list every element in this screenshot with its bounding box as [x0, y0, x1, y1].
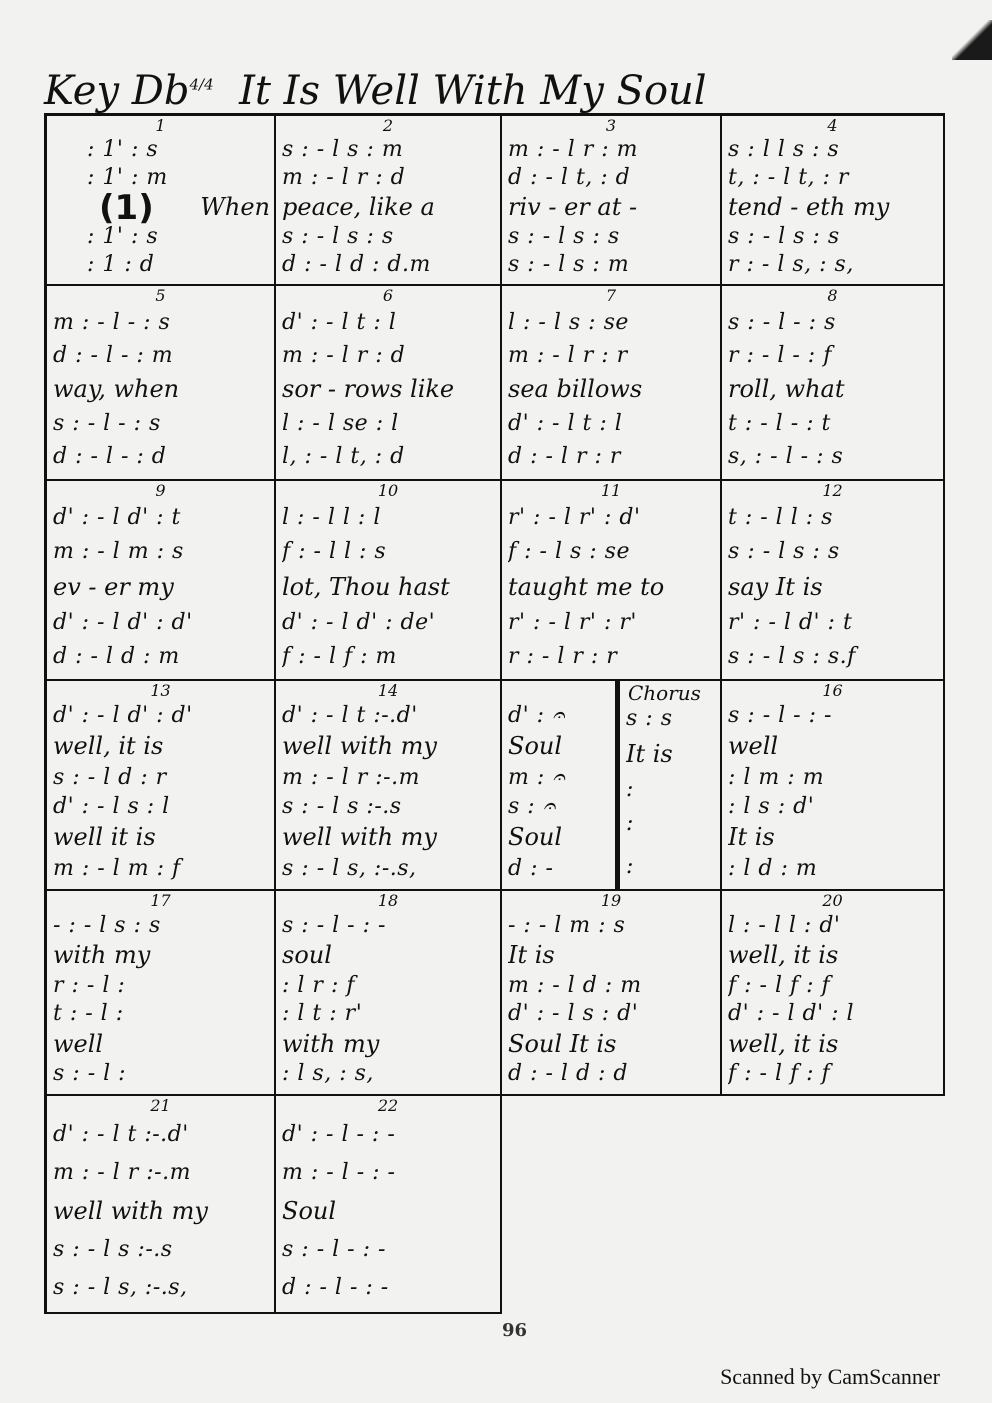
measure-lines	[53, 306, 270, 473]
page-title	[44, 68, 707, 114]
solfa-line: d : - l - : -	[282, 1274, 389, 1300]
measure-number: 22	[377, 1096, 399, 1115]
measure-number: 10	[377, 481, 399, 500]
measure-number: 1	[155, 116, 166, 135]
lyric-line: well, it is	[728, 1029, 839, 1058]
solfa-line: r : - l :	[53, 972, 126, 998]
measure-number: 12	[822, 481, 843, 500]
measure-cell	[47, 681, 276, 891]
lyric-line: tend - eth my	[728, 192, 890, 221]
measure-cell	[502, 681, 617, 891]
solfa-line: t : - l - : t	[728, 411, 831, 437]
solfa-line: :	[626, 853, 634, 879]
measure-cell	[47, 481, 276, 681]
song-title: It Is Well With My Soul	[239, 68, 707, 114]
solfa-line: s : - l s, :-.s,	[282, 855, 417, 881]
lyric-line: Soul	[282, 1196, 337, 1225]
solfa-line: m : - l - : -	[282, 1159, 396, 1185]
solfa-line: : 1' : s	[87, 137, 159, 163]
lyric-line: well	[728, 732, 779, 761]
lyric-line: lot, Thou hast	[282, 572, 450, 601]
solfa-line: m : - l r :-.m	[53, 1159, 191, 1185]
solfa-line: f : - l f : f	[728, 1061, 831, 1087]
solfa-line: d : - l d : m	[53, 643, 180, 669]
solfa-line: d' : - l d' : d'	[53, 609, 193, 635]
measure-number: 16	[822, 681, 843, 700]
solfa-line: s : l l s : s	[728, 137, 840, 163]
measure-lines	[728, 911, 939, 1088]
time-signature: 4/4	[189, 75, 214, 94]
lyric-line: sor - rows like	[282, 375, 455, 404]
solfa-line: d : - l t, : d	[508, 165, 631, 191]
solfa-line: s : 𝄐	[508, 794, 556, 820]
measure-lines	[508, 306, 716, 473]
verse-number: (1)	[99, 188, 154, 228]
solfa-line: s : - l d : r	[53, 764, 167, 790]
measure-cell	[276, 286, 502, 481]
measure-lines	[728, 136, 939, 278]
lyric-line: way, when	[53, 375, 180, 404]
measure-number: 9	[155, 481, 166, 500]
measure-lines	[508, 701, 611, 883]
measure-cell	[502, 891, 722, 1096]
measure-cell	[617, 681, 722, 891]
solfa-line: s : - l - : -	[282, 912, 386, 938]
lyric-line: well, it is	[53, 732, 164, 761]
solfa-line: d' : - l d' : d'	[53, 703, 193, 729]
solfa-line: s : s	[626, 705, 673, 731]
solfa-line: s : - l - : s	[728, 309, 836, 335]
solfa-line: d : - l d : d	[508, 1061, 629, 1087]
solfa-line: : 1' : m	[87, 165, 168, 191]
lyric-line: It is	[728, 823, 775, 852]
solfa-line: d' : - l d' : l	[728, 1001, 855, 1027]
solfa-line: d : - l d : d.m	[282, 251, 431, 277]
solfa-line: s : - l s : s	[508, 223, 620, 249]
solfa-line: m : - l r :-.m	[282, 764, 420, 790]
solfa-line: d : - l - : m	[53, 342, 174, 368]
scanner-watermark: Scanned by CamScanner	[720, 1364, 940, 1389]
solfa-line: r' : - l r' : d'	[508, 505, 641, 531]
solfa-line: r' : - l d' : t	[728, 609, 853, 635]
measure-cell	[276, 1096, 502, 1314]
solfa-line: r' : - l r' : r'	[508, 609, 637, 635]
lyric-line: sea billows	[508, 375, 643, 404]
solfa-line: r : - l r : r	[508, 643, 618, 669]
solfa-line: l : - l se : l	[282, 411, 399, 437]
measure-lines	[728, 701, 939, 883]
lyric-line: peace, like a	[282, 192, 435, 221]
solfa-line: m : - l m : f	[53, 855, 181, 881]
measure-number: 14	[377, 681, 399, 700]
solfa-line: s : - l s : s	[728, 223, 840, 249]
solfa-line: r : - l s, : s,	[728, 251, 854, 277]
measure-lines	[508, 911, 716, 1088]
lyric-line: Soul	[508, 732, 563, 761]
solfa-line: s : - l s, :-.s,	[53, 1274, 188, 1300]
measure-cell	[722, 481, 945, 681]
solfa-line: m : - l r : r	[508, 342, 628, 368]
chorus-label: Chorus	[628, 681, 701, 705]
measure-number: 20	[822, 891, 843, 910]
measure-number: 11	[600, 481, 622, 500]
solfa-line: s : - l s :-.s	[53, 1237, 173, 1263]
measure-cell	[722, 116, 945, 286]
solfa-line: :	[626, 776, 634, 802]
solfa-line: t : - l l : s	[728, 505, 833, 531]
solfa-line: s : - l s :-.s	[282, 794, 402, 820]
solfa-line: d' : - l s : l	[53, 794, 170, 820]
solfa-line: : l r : f	[282, 972, 355, 998]
measure-cell	[722, 681, 945, 891]
measure-lines	[626, 701, 716, 883]
solfa-score-grid	[44, 113, 945, 1314]
lyric-line: with my	[282, 1029, 380, 1058]
solfa-line: l, : - l t, : d	[282, 444, 405, 470]
measure-number: 3	[605, 116, 617, 135]
measure-lines	[282, 306, 496, 473]
lyric-line: taught me to	[508, 572, 665, 601]
solfa-line: t, : - l t, : r	[728, 165, 849, 191]
measure-number: 13	[150, 681, 171, 700]
solfa-line: l : - l s : se	[508, 309, 629, 335]
measure-cell	[502, 481, 722, 681]
solfa-line: d' : - l s : d'	[508, 1001, 639, 1027]
measure-lines	[53, 1116, 270, 1306]
solfa-line: d' : - l t : l	[508, 411, 623, 437]
lyric-line: with my	[53, 941, 151, 970]
measure-number: 5	[155, 286, 166, 305]
measure-cell	[276, 681, 502, 891]
solfa-line: m : 𝄐	[508, 764, 565, 790]
solfa-line: m : - l r : m	[508, 137, 638, 163]
solfa-line: - : - l s : s	[53, 912, 161, 938]
solfa-line: s, : - l - : s	[728, 444, 844, 470]
solfa-line: s : - l - : s	[53, 411, 161, 437]
page-number: 96	[502, 1320, 528, 1341]
measure-cell	[276, 891, 502, 1096]
measure-cell	[276, 116, 502, 286]
measure-lines	[508, 136, 716, 278]
solfa-line: : l s, : s,	[282, 1061, 374, 1087]
measure-cell	[722, 286, 945, 481]
solfa-line: d' : 𝄐	[508, 703, 565, 729]
measure-cell	[47, 891, 276, 1096]
lyric-line: It is	[508, 941, 555, 970]
solfa-line: f : - l f : f	[728, 972, 831, 998]
solfa-line: : l m : m	[728, 764, 825, 790]
measure-number: 19	[600, 891, 622, 910]
measure-number: 21	[150, 1096, 171, 1115]
measure-lines	[53, 911, 270, 1088]
solfa-line: : l s : d'	[728, 794, 815, 820]
measure-number: 4	[827, 116, 838, 135]
measure-number: 7	[605, 286, 617, 305]
solfa-line: :	[626, 810, 634, 836]
measure-number: 18	[377, 891, 399, 910]
measure-cell	[47, 116, 276, 286]
lyric-line: well with my	[282, 823, 437, 852]
measure-cell	[502, 116, 722, 286]
lyric-line: say It is	[728, 572, 823, 601]
solfa-line: s : - l - : -	[282, 1237, 386, 1263]
solfa-line: d : -	[508, 855, 554, 881]
lyric-line: It is	[626, 739, 673, 768]
solfa-line: - : - l m : s	[508, 912, 626, 938]
measure-lines	[508, 501, 716, 673]
solfa-line: f : - l f : m	[282, 643, 397, 669]
measure-cell	[47, 286, 276, 481]
measure-lines	[53, 501, 270, 673]
solfa-line: m : - l d : m	[508, 972, 642, 998]
solfa-line: m : - l - : s	[53, 309, 171, 335]
solfa-line: f : - l l : s	[282, 539, 387, 565]
solfa-line: f : - l s : se	[508, 539, 630, 565]
measure-number: 17	[150, 891, 171, 910]
solfa-line: d' : - l t :-.d'	[282, 703, 418, 729]
solfa-line: s : - l s : s	[282, 223, 394, 249]
solfa-line: s : - l s : m	[508, 251, 630, 277]
lyric-line: well with my	[282, 732, 437, 761]
solfa-line: s : - l s : s	[728, 539, 840, 565]
lyric-line: well	[53, 1029, 104, 1058]
measure-number: 2	[382, 116, 394, 135]
measure-lines	[53, 701, 270, 883]
lyric-line: ev - er my	[53, 572, 174, 601]
solfa-line: : 1 : d	[87, 251, 155, 277]
measure-cell	[47, 1096, 276, 1314]
solfa-line: : l t : r'	[282, 1001, 363, 1027]
solfa-line: l : - l l : l	[282, 505, 381, 531]
solfa-line: : l d : m	[728, 855, 818, 881]
measure-number: 6	[382, 286, 394, 305]
measure-lines	[282, 501, 496, 673]
solfa-line: d' : - l - : -	[282, 1122, 396, 1148]
measure-lines	[728, 501, 939, 673]
lyric-line: soul	[282, 941, 332, 970]
solfa-line: : 1' : s	[87, 223, 159, 249]
solfa-line: m : - l m : s	[53, 539, 184, 565]
solfa-line: t : - l :	[53, 1001, 124, 1027]
solfa-line: s : - l :	[53, 1061, 127, 1087]
solfa-line: d' : - l t : l	[282, 309, 397, 335]
measure-lines	[282, 701, 496, 883]
solfa-line: m : - l r : d	[282, 342, 406, 368]
key-signature: Key Db	[44, 68, 190, 114]
lyric-line: Soul	[508, 823, 563, 852]
measure-lines	[282, 136, 496, 278]
solfa-line: s : - l s : m	[282, 137, 404, 163]
solfa-line: s : - l s : s.f	[728, 643, 856, 669]
measure-lines	[728, 306, 939, 473]
measure-cell	[722, 891, 945, 1096]
solfa-line: d' : - l d' : t	[53, 505, 181, 531]
lyric-line: well, it is	[728, 941, 839, 970]
scan-corner-shadow	[952, 20, 992, 60]
lyric-line: well with my	[53, 1196, 208, 1225]
solfa-line: l : - l l : d'	[728, 912, 841, 938]
solfa-line: d' : - l t :-.d'	[53, 1122, 189, 1148]
solfa-line: r : - l - : f	[728, 342, 832, 368]
measure-lines	[282, 1116, 496, 1306]
measure-number: 8	[827, 286, 838, 305]
measure-cell	[276, 481, 502, 681]
lyric-line: well it is	[53, 823, 156, 852]
solfa-line: d : - l - : d	[53, 444, 167, 470]
solfa-line: d' : - l d' : de'	[282, 609, 436, 635]
lyric-line: Soul It is	[508, 1029, 617, 1058]
measure-cell	[502, 286, 722, 481]
lyric-line: When	[200, 192, 270, 221]
measure-lines	[282, 911, 496, 1088]
solfa-line: m : - l r : d	[282, 165, 406, 191]
lyric-line: riv - er at -	[508, 192, 638, 221]
solfa-line: s : - l - : -	[728, 703, 832, 729]
solfa-line: d : - l r : r	[508, 444, 621, 470]
lyric-line: roll, what	[728, 375, 845, 404]
